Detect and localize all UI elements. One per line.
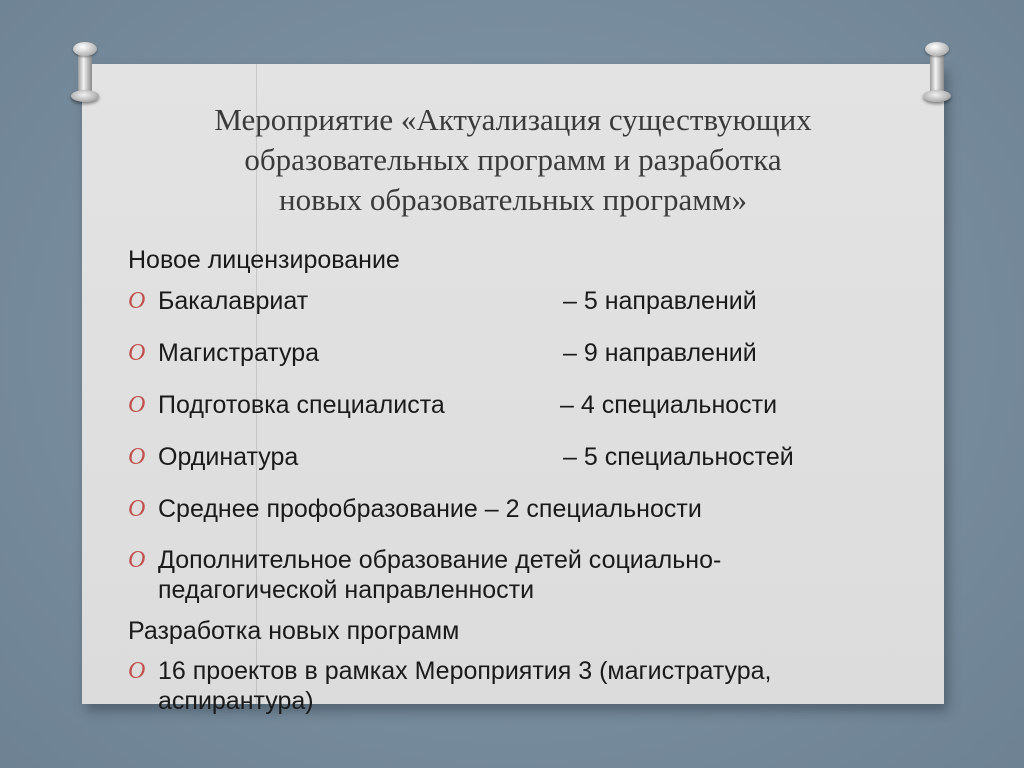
item-text: Среднее профобразование – 2 специальности	[158, 495, 702, 523]
item-name: Подготовка специалиста	[158, 391, 445, 419]
list-item	[128, 385, 928, 437]
title-line: образовательных программ и разработка	[244, 142, 782, 177]
pushpin-icon-right	[922, 42, 952, 104]
bullet-icon: O	[128, 496, 146, 522]
section-heading-development: Разработка новых программ	[128, 617, 460, 645]
item-name: Ординатура	[158, 443, 299, 471]
bullet-icon: O	[128, 288, 146, 314]
item-value: – 4 специальности	[560, 391, 778, 419]
list-item	[128, 333, 928, 385]
list-item	[128, 281, 928, 333]
section-heading-licensing: Новое лицензирование	[128, 246, 400, 274]
item-text-line: Дополнительное образование детей социально-	[158, 546, 722, 574]
bullet-icon: O	[128, 444, 146, 470]
item-value: – 9 направлений	[563, 339, 757, 367]
item-text-line: аспирантура)	[158, 687, 314, 715]
item-text-line: педагогической направленности	[158, 576, 535, 604]
list-item	[128, 437, 928, 489]
bullet-icon: O	[128, 392, 146, 418]
bullet-icon: O	[128, 658, 146, 684]
list-item	[128, 541, 928, 611]
list-item	[128, 489, 928, 541]
item-name: Бакалавриат	[158, 287, 309, 315]
bullet-icon: O	[128, 340, 146, 366]
item-name: Магистратура	[158, 339, 320, 367]
item-value: – 5 специальностей	[563, 443, 794, 471]
title-line: новых образовательных программ»	[279, 182, 747, 217]
title-line: Мероприятие «Актуализация существующих	[214, 102, 812, 137]
list-item	[128, 652, 928, 722]
bullet-icon: O	[128, 547, 146, 573]
item-text-line: 16 проектов в рамках Мероприятия 3 (магистратура,	[158, 657, 772, 685]
slide-title	[100, 100, 926, 220]
slide-content	[128, 240, 928, 722]
item-value: – 5 направлений	[563, 287, 757, 315]
pushpin-icon-left	[70, 42, 100, 104]
